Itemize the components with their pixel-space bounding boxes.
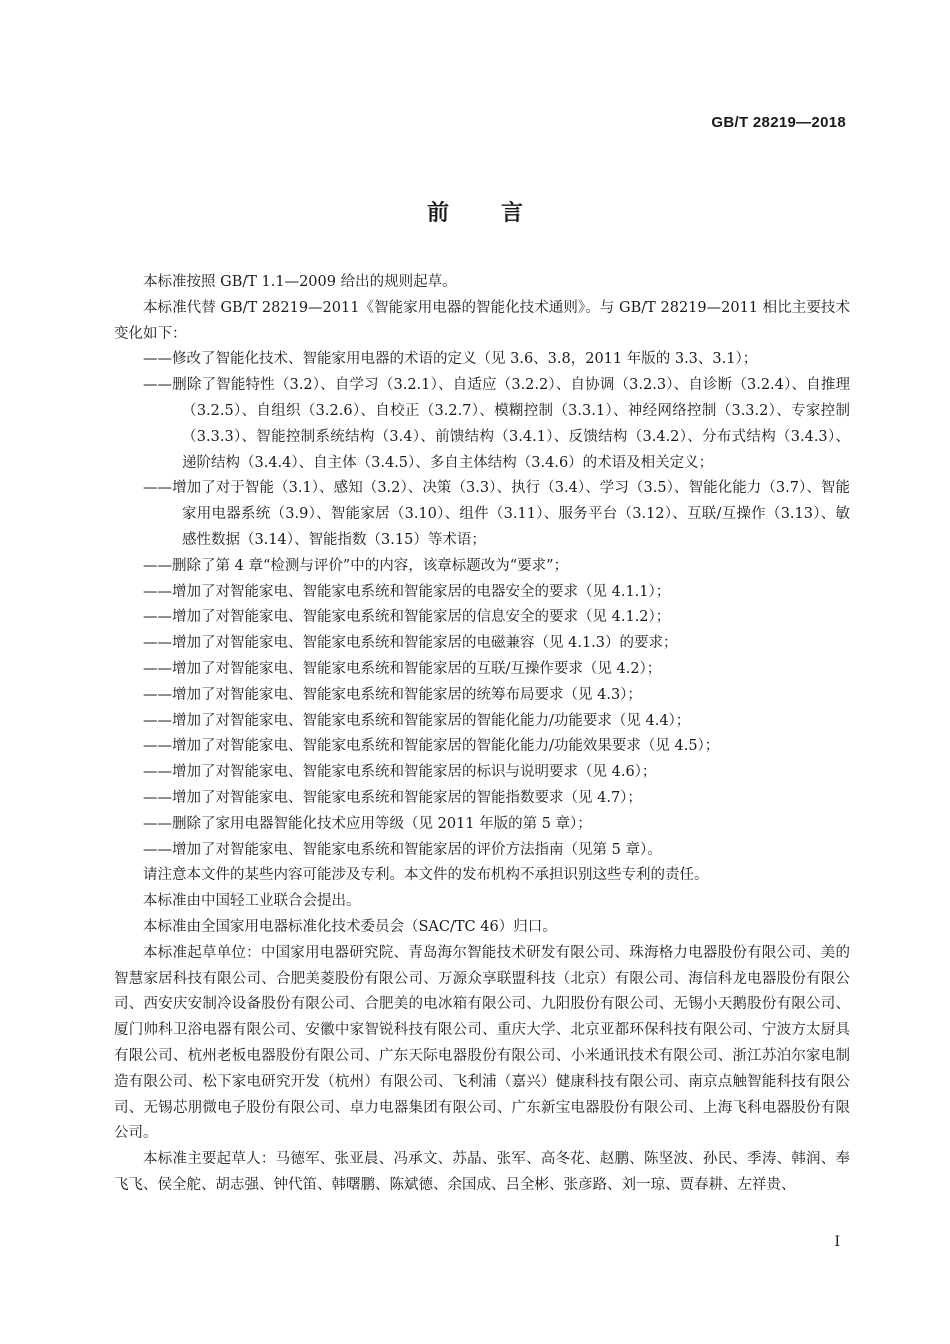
paragraph: 本标准由全国家用电器标准化技术委员会（SAC/TC 46）归口。 bbox=[143, 918, 557, 935]
change-item: ——删除了智能特性（3.2）、自学习（3.2.1）、自适应（3.2.2）、自协调（3.2.3）、自诊断（3.2.4）、自推理（3.2.5）、自组织（3.2.6）、自校正（3.2.7）、模糊控制（3.3.1）、神经网络控制（3.3.2）、专家控制（3.3.3）、智能控制系统结构（3.4）、前馈结构（3.4.1）、反馈结构（3.4.2）、分布式结构（3.4.3）、递阶结构（3.4.4）、自主体（3.4.5）、多自主体结构（3.4.6）的术语及相关定义； bbox=[143, 377, 850, 471]
document-body bbox=[114, 270, 850, 1199]
paragraph: 本标准按照 GB/T 1.1—2009 给出的规则起草。 bbox=[143, 274, 457, 290]
change-item: ——增加了对智能家电、智能家电系统和智能家居的电磁兼容（见 4.1.3）的要求； bbox=[143, 635, 678, 652]
change-item: ——增加了对于智能（3.1）、感知（3.2）、决策（3.3）、执行（3.4）、学习（3.5）、智能化能力（3.7）、智能家用电器系统（3.9）、智能家居（3.10）、组件（3.11）、服务平台（3.12）、互联/互操作（3.13）、敏感性数据（3.14）、智能指数（3.15）等术语； bbox=[143, 480, 850, 548]
change-item: ——增加了对智能家电、智能家电系统和智能家居的智能化能力/功能效果要求（见 4.5）； bbox=[143, 738, 720, 755]
change-item: ——增加了对智能家电、智能家电系统和智能家居的标识与说明要求（见 4.6）； bbox=[143, 764, 657, 781]
change-item: ——增加了对智能家电、智能家电系统和智能家居的信息安全的要求（见 4.1.2）； bbox=[143, 609, 671, 626]
paragraph: 本标准由中国轻工业联合会提出。 bbox=[143, 893, 361, 910]
change-item: ——增加了对智能家电、智能家电系统和智能家居的互联/互操作要求（见 4.2）； bbox=[143, 660, 662, 677]
paragraph: 本标准代替 GB/T 28219—2011《智能家用电器的智能化技术通则》。与 GB/T 28219—2011 相比主要技术变化如下： bbox=[114, 299, 850, 342]
change-item: ——增加了对智能家电、智能家电系统和智能家居的统筹布局要求（见 4.3）； bbox=[143, 686, 642, 703]
change-item: ——增加了对智能家电、智能家电系统和智能家居的评价方法指南（见第 5 章）。 bbox=[143, 841, 662, 858]
main-drafters: 本标准主要起草人：马德军、张亚晨、冯承文、苏晶、张军、高冬花、赵鹏、陈坚波、孙民、季涛、韩润、奉飞飞、侯全舵、胡志强、钟代笛、韩曙鹏、陈斌德、余国成、吕全彬、张彦路、刘一琼、贾春耕、左祥贵、 bbox=[114, 1151, 850, 1193]
change-item: ——增加了对智能家电、智能家电系统和智能家居的电器安全的要求（见 4.1.1）； bbox=[143, 583, 671, 600]
page-title: 前言 bbox=[426, 201, 575, 226]
change-item: ——增加了对智能家电、智能家电系统和智能家居的智能化能力/功能要求（见 4.4）； bbox=[143, 712, 691, 729]
change-item: ——修改了智能化技术、智能家用电器的术语的定义（见 3.6、3.8，2011 年版的 3.3、3.1）； bbox=[143, 351, 758, 368]
page-number: I bbox=[834, 1234, 840, 1250]
standard-code: GB/T 28219—2018 bbox=[711, 114, 846, 131]
change-item: ——删除了第 4 章“检测与评价”中的内容，该章标题改为“要求”； bbox=[143, 557, 569, 574]
drafting-units: 本标准起草单位：中国家用电器研究院、青岛海尔智能技术研发有限公司、珠海格力电器股份有限公司、美的智慧家居科技有限公司、合肥美菱股份有限公司、万源众享联盟科技（北京）有限公司、海信科龙电器股份有限公司、西安庆安制冷设备股份有限公司、合肥美的电冰箱有限公司、九阳股份有限公司、无锡小天鹅股份有限公司、厦门帅科卫浴电器有限公司、安徽中家智锐科技有限公司、重庆大学、北京亚都环保科技有限公司、宁波方太厨具有限公司、杭州老板电器股份有限公司、广东天际电器股份有限公司、小米通讯技术有限公司、浙江苏泊尔家电制造有限公司、松下家电研究开发（杭州）有限公司、飞利浦（嘉兴）健康科技有限公司、南京点触智能科技有限公司、无锡芯朋微电子股份有限公司、卓力电器集团有限公司、广东新宝电器股份有限公司、上海飞科电器股份有限公司。 bbox=[114, 944, 850, 1142]
change-item: ——删除了家用电器智能化技术应用等级（见 2011 年版的第 5 章）； bbox=[143, 815, 592, 832]
paragraph: 请注意本文件的某些内容可能涉及专利。本文件的发布机构不承担识别这些专利的责任。 bbox=[143, 867, 709, 884]
change-item: ——增加了对智能家电、智能家电系统和智能家居的智能指数要求（见 4.7）； bbox=[143, 789, 642, 806]
